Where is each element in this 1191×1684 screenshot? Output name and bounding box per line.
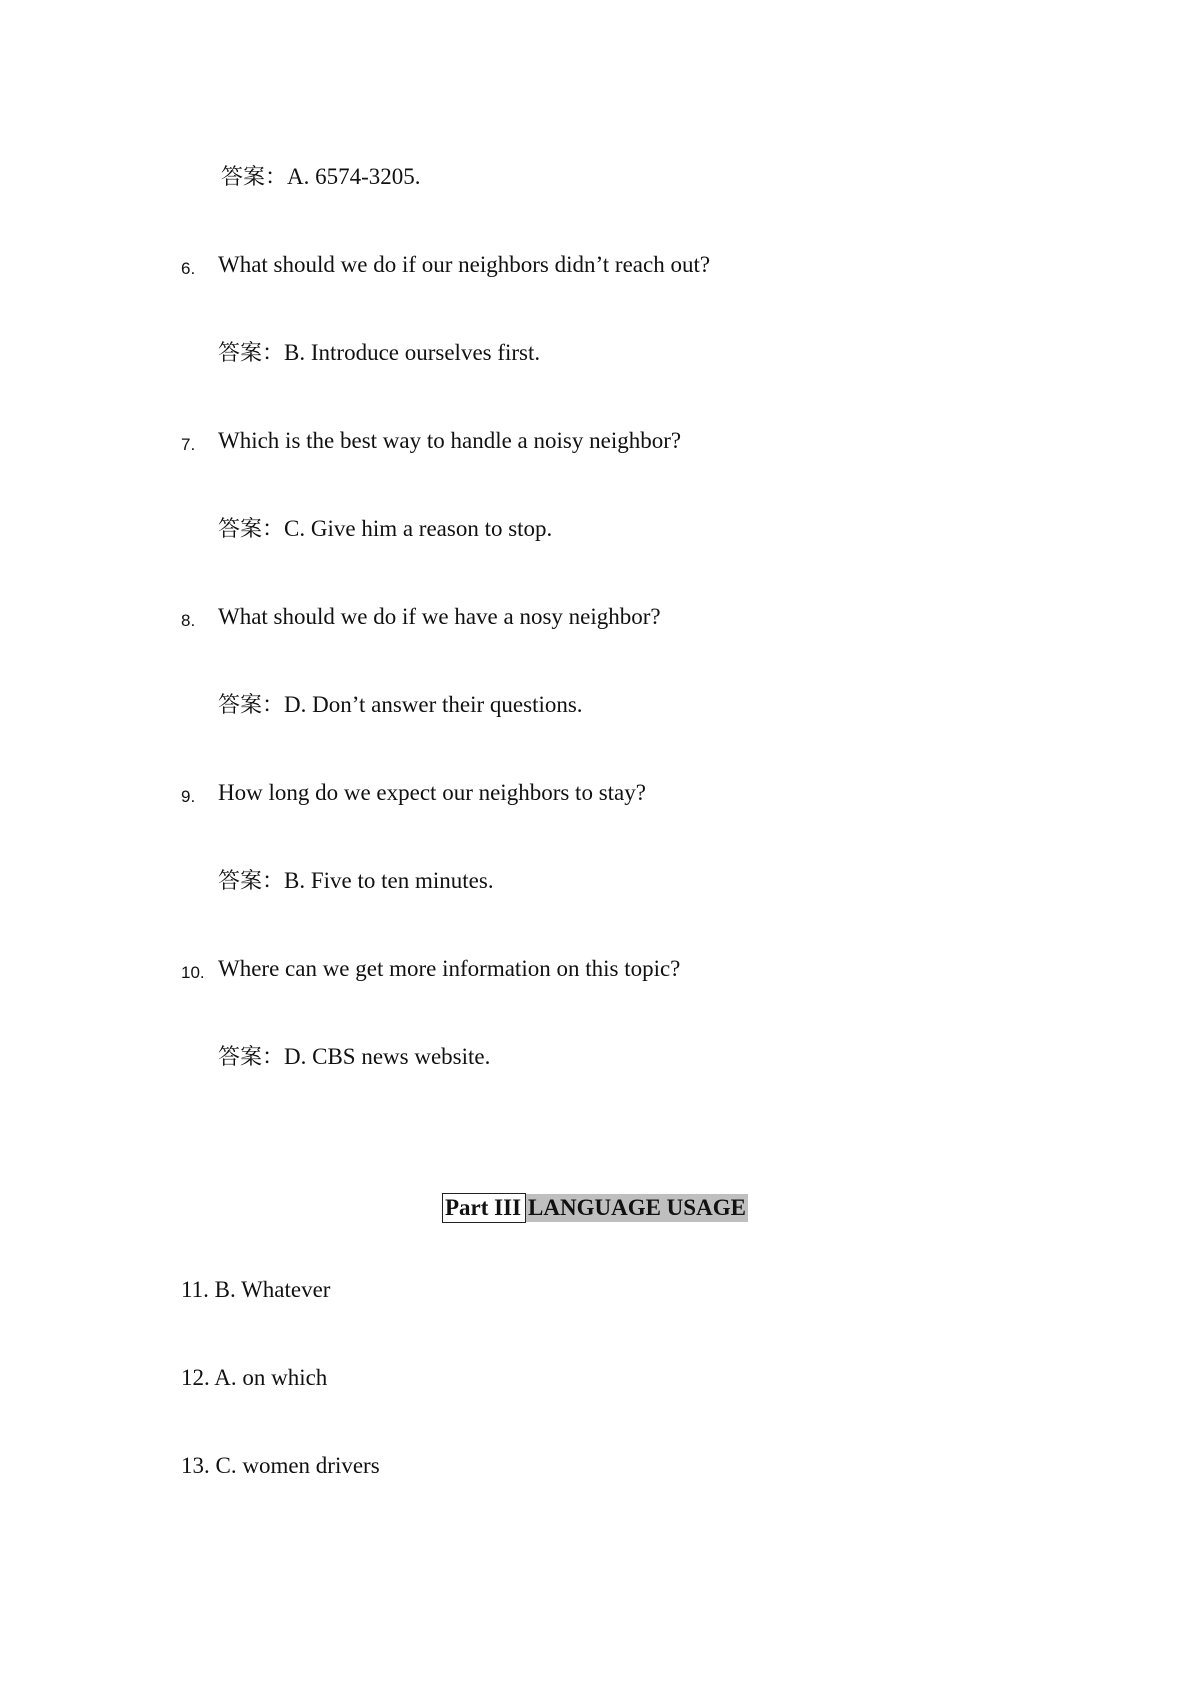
answer-label: 答案：: [218, 517, 285, 542]
answer-text: B. Five to ten minutes.: [284, 868, 494, 893]
answer-5: [221, 163, 421, 192]
section-title: LANGUAGE USAGE: [528, 1195, 746, 1220]
section-heading: [442, 1193, 748, 1223]
usage-answer-11: 11. B. Whatever: [181, 1277, 331, 1302]
question-number: 10.: [181, 963, 205, 982]
question-text: Which is the best way to handle a noisy neighbor?: [218, 428, 682, 453]
answer-text: D. Don’t answer their questions.: [284, 692, 583, 717]
usage-answer-13: 13. C. women drivers: [181, 1453, 380, 1478]
answer-label: 答案：: [218, 341, 285, 366]
question-number: 6.: [181, 259, 196, 278]
question-number: 9.: [181, 787, 196, 806]
question-10: [181, 955, 981, 987]
section-part-label: Part III: [442, 1193, 526, 1223]
usage-answer-12: 12. A. on which: [181, 1365, 328, 1390]
question-text: How long do we expect our neighbors to stay?: [218, 780, 646, 805]
answer-6: [218, 339, 540, 368]
question-8: [181, 603, 981, 635]
answer-label: 答案：: [218, 869, 285, 894]
answer-10: [218, 1043, 490, 1072]
answer-text: C. Give him a reason to stop.: [284, 516, 553, 541]
question-7: [181, 427, 981, 459]
answer-label: 答案：: [218, 693, 285, 718]
question-9: [181, 779, 981, 811]
answer-label: 答案：: [218, 1045, 285, 1070]
question-text: Where can we get more information on this topic?: [218, 956, 681, 981]
question-6: [181, 251, 981, 283]
question-number: 8.: [181, 611, 196, 630]
answer-7: [218, 515, 552, 544]
answer-text: D. CBS news website.: [284, 1044, 491, 1069]
answer-8: [218, 691, 583, 720]
question-text: What should we do if our neighbors didn’t reach out?: [218, 252, 711, 277]
answer-label: 答案：: [221, 165, 288, 190]
question-text: What should we do if we have a nosy neighbor?: [218, 604, 661, 629]
answer-text: A. 6574-3205.: [287, 164, 421, 189]
answer-9: [218, 867, 494, 896]
question-number: 7.: [181, 435, 196, 454]
answer-text: B. Introduce ourselves first.: [284, 340, 541, 365]
